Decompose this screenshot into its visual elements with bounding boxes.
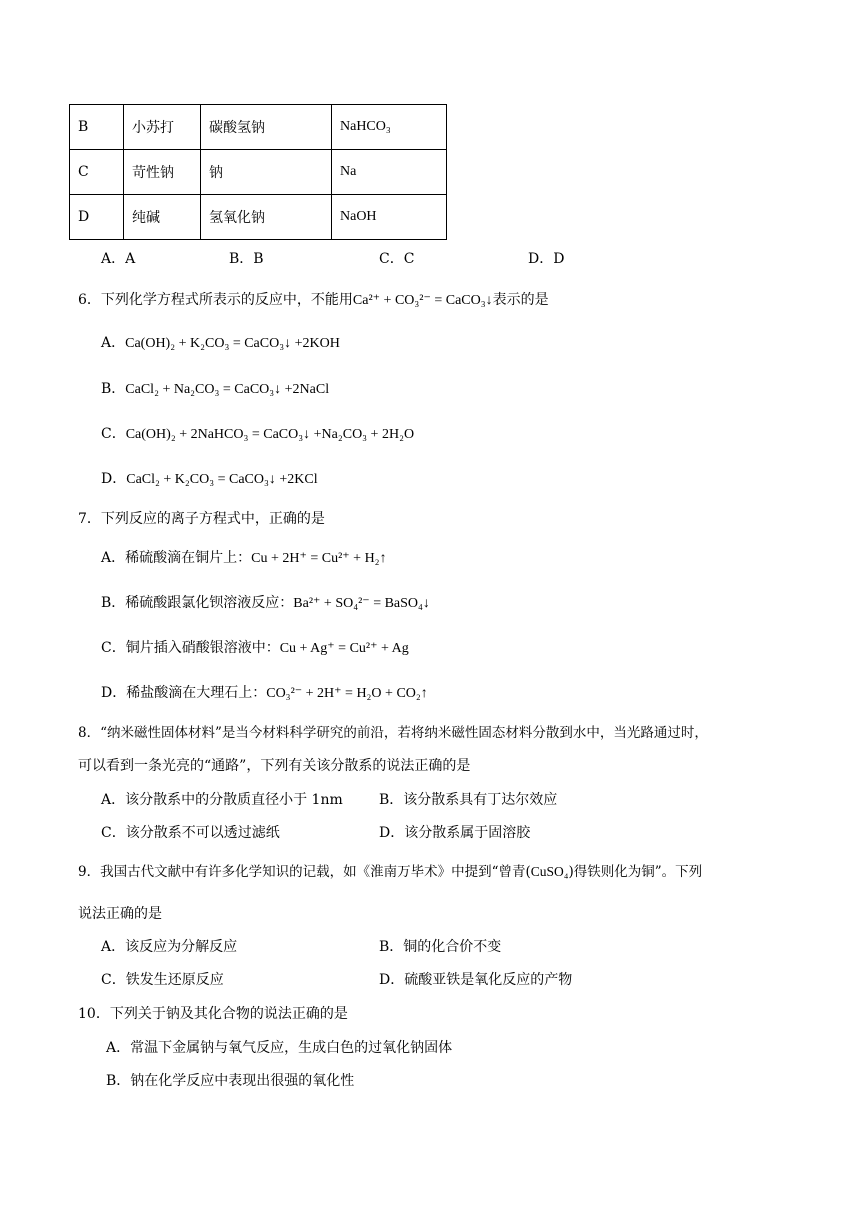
q8-option-d: D．该分散系属于固溶胶 [379,825,531,841]
option-label: B． [101,381,126,397]
q9-option-d: D．硫酸亚铁是氧化反应的产物 [379,972,573,988]
option-formula: CaCl₂ + Na₂CO₃ = CaCO₃↓ +2NaCl [125,382,330,397]
q6-option-d [101,469,318,490]
q6-stem-prefix: 6．下列化学方程式所表示的反应中，不能用 [78,292,353,308]
option-formula: Ca(OH)₂ + 2NaHCO₃ = CaCO₃↓ +Na₂CO₃ + 2H₂O [125,427,415,442]
table-row [70,150,447,195]
q9-stem-line2: 说法正确的是 [78,906,162,922]
q5-option-c: C．C [379,251,415,267]
q9-stem-line1 [78,862,702,882]
option-label: A． [101,335,126,351]
q9-stem-formula: CuSO₄ [530,864,569,879]
table-cell: 碳酸氢钠 [201,105,332,150]
q9-option-a: A．该反应为分解反应 [101,939,238,955]
table-cell: D [70,195,124,240]
option-text: C．铜片插入硝酸银溶液中： [101,640,280,656]
q8-option-c: C．该分散系不可以透过滤纸 [101,825,280,841]
table-row [70,195,447,240]
q6-stem-suffix: 表示的是 [492,292,549,308]
option-formula: Ba²⁺ + SO₄²⁻ = BaSO₄↓ [293,596,430,611]
option-formula: Cu + 2H⁺ = Cu²⁺ + H₂↑ [251,551,387,566]
q7-option-a [101,548,387,569]
q9-stem-suffix: )得铁则化为铜”。下列 [568,864,703,880]
option-text: D．稀盐酸滴在大理石上： [101,685,267,701]
q5-option-d: D．D [528,251,565,267]
q8-option-b: B．该分散系具有丁达尔效应 [379,792,558,808]
q7-stem: 7．下列反应的离子方程式中，正确的是 [78,511,325,527]
table-cell: B [70,105,124,150]
q7-option-b [101,593,430,614]
q7-option-d [101,683,428,704]
answer-table [69,104,447,240]
q6-stem-formula: Ca²⁺ + CO₃²⁻ = CaCO₃↓ [352,293,493,308]
table-row [70,105,447,150]
q9-option-c: C．铁发生还原反应 [101,972,224,988]
q5-option-b: B．B [229,251,264,267]
option-formula: CO₃²⁻ + 2H⁺ = H₂O + CO₂↑ [266,686,428,701]
option-label: C． [101,426,126,442]
q10-option-b: B．钠在化学反应中表现出很强的氧化性 [106,1073,355,1089]
option-label: D． [101,471,127,487]
table-cell: 氢氧化钠 [201,195,332,240]
q10-option-a: A．常温下金属钠与氧气反应，生成白色的过氧化钠固体 [106,1040,453,1056]
table-cell: NaOH [332,195,447,240]
q9-stem-prefix: 9．我国古代文献中有许多化学知识的记载，如《淮南万毕术》中提到“曾青( [78,864,531,880]
q6-option-a [101,333,340,354]
q10-stem: 10．下列关于钠及其化合物的说法正确的是 [78,1006,348,1022]
q9-option-b: B．铜的化合价不变 [379,939,502,955]
table-cell: 苛性钠 [124,150,201,195]
table-cell: C [70,150,124,195]
table-cell: NaHCO₃ [332,105,447,150]
q6-option-b [101,379,329,400]
table-cell: 纯碱 [124,195,201,240]
option-formula: Ca(OH)₂ + K₂CO₃ = CaCO₃↓ +2KOH [125,336,340,351]
q6-stem [78,290,549,311]
option-text: B．稀硫酸跟氯化钡溶液反应： [101,595,294,611]
q6-option-c [101,424,414,445]
option-text: A．稀硫酸滴在铜片上： [101,550,252,566]
q8-stem-line2: 可以看到一条光亮的“通路”，下列有关该分散系的说法正确的是 [78,758,471,774]
table-cell: Na [332,150,447,195]
q8-stem-line1: 8．“纳米磁性固体材料”是当今材料科学研究的前沿，若将纳米磁性固态材料分散到水中，当光路通过时， [78,725,708,741]
q8-option-a: A．该分散系中的分散质直径小于 1nm [101,792,343,808]
table-cell: 钠 [201,150,332,195]
option-formula: CaCl₂ + K₂CO₃ = CaCO₃↓ +2KCl [126,472,318,487]
option-formula: Cu + Ag⁺ = Cu²⁺ + Ag [279,641,409,656]
q7-option-c [101,638,409,659]
table-cell: 小苏打 [124,105,201,150]
q5-option-a: A．A [101,251,136,267]
